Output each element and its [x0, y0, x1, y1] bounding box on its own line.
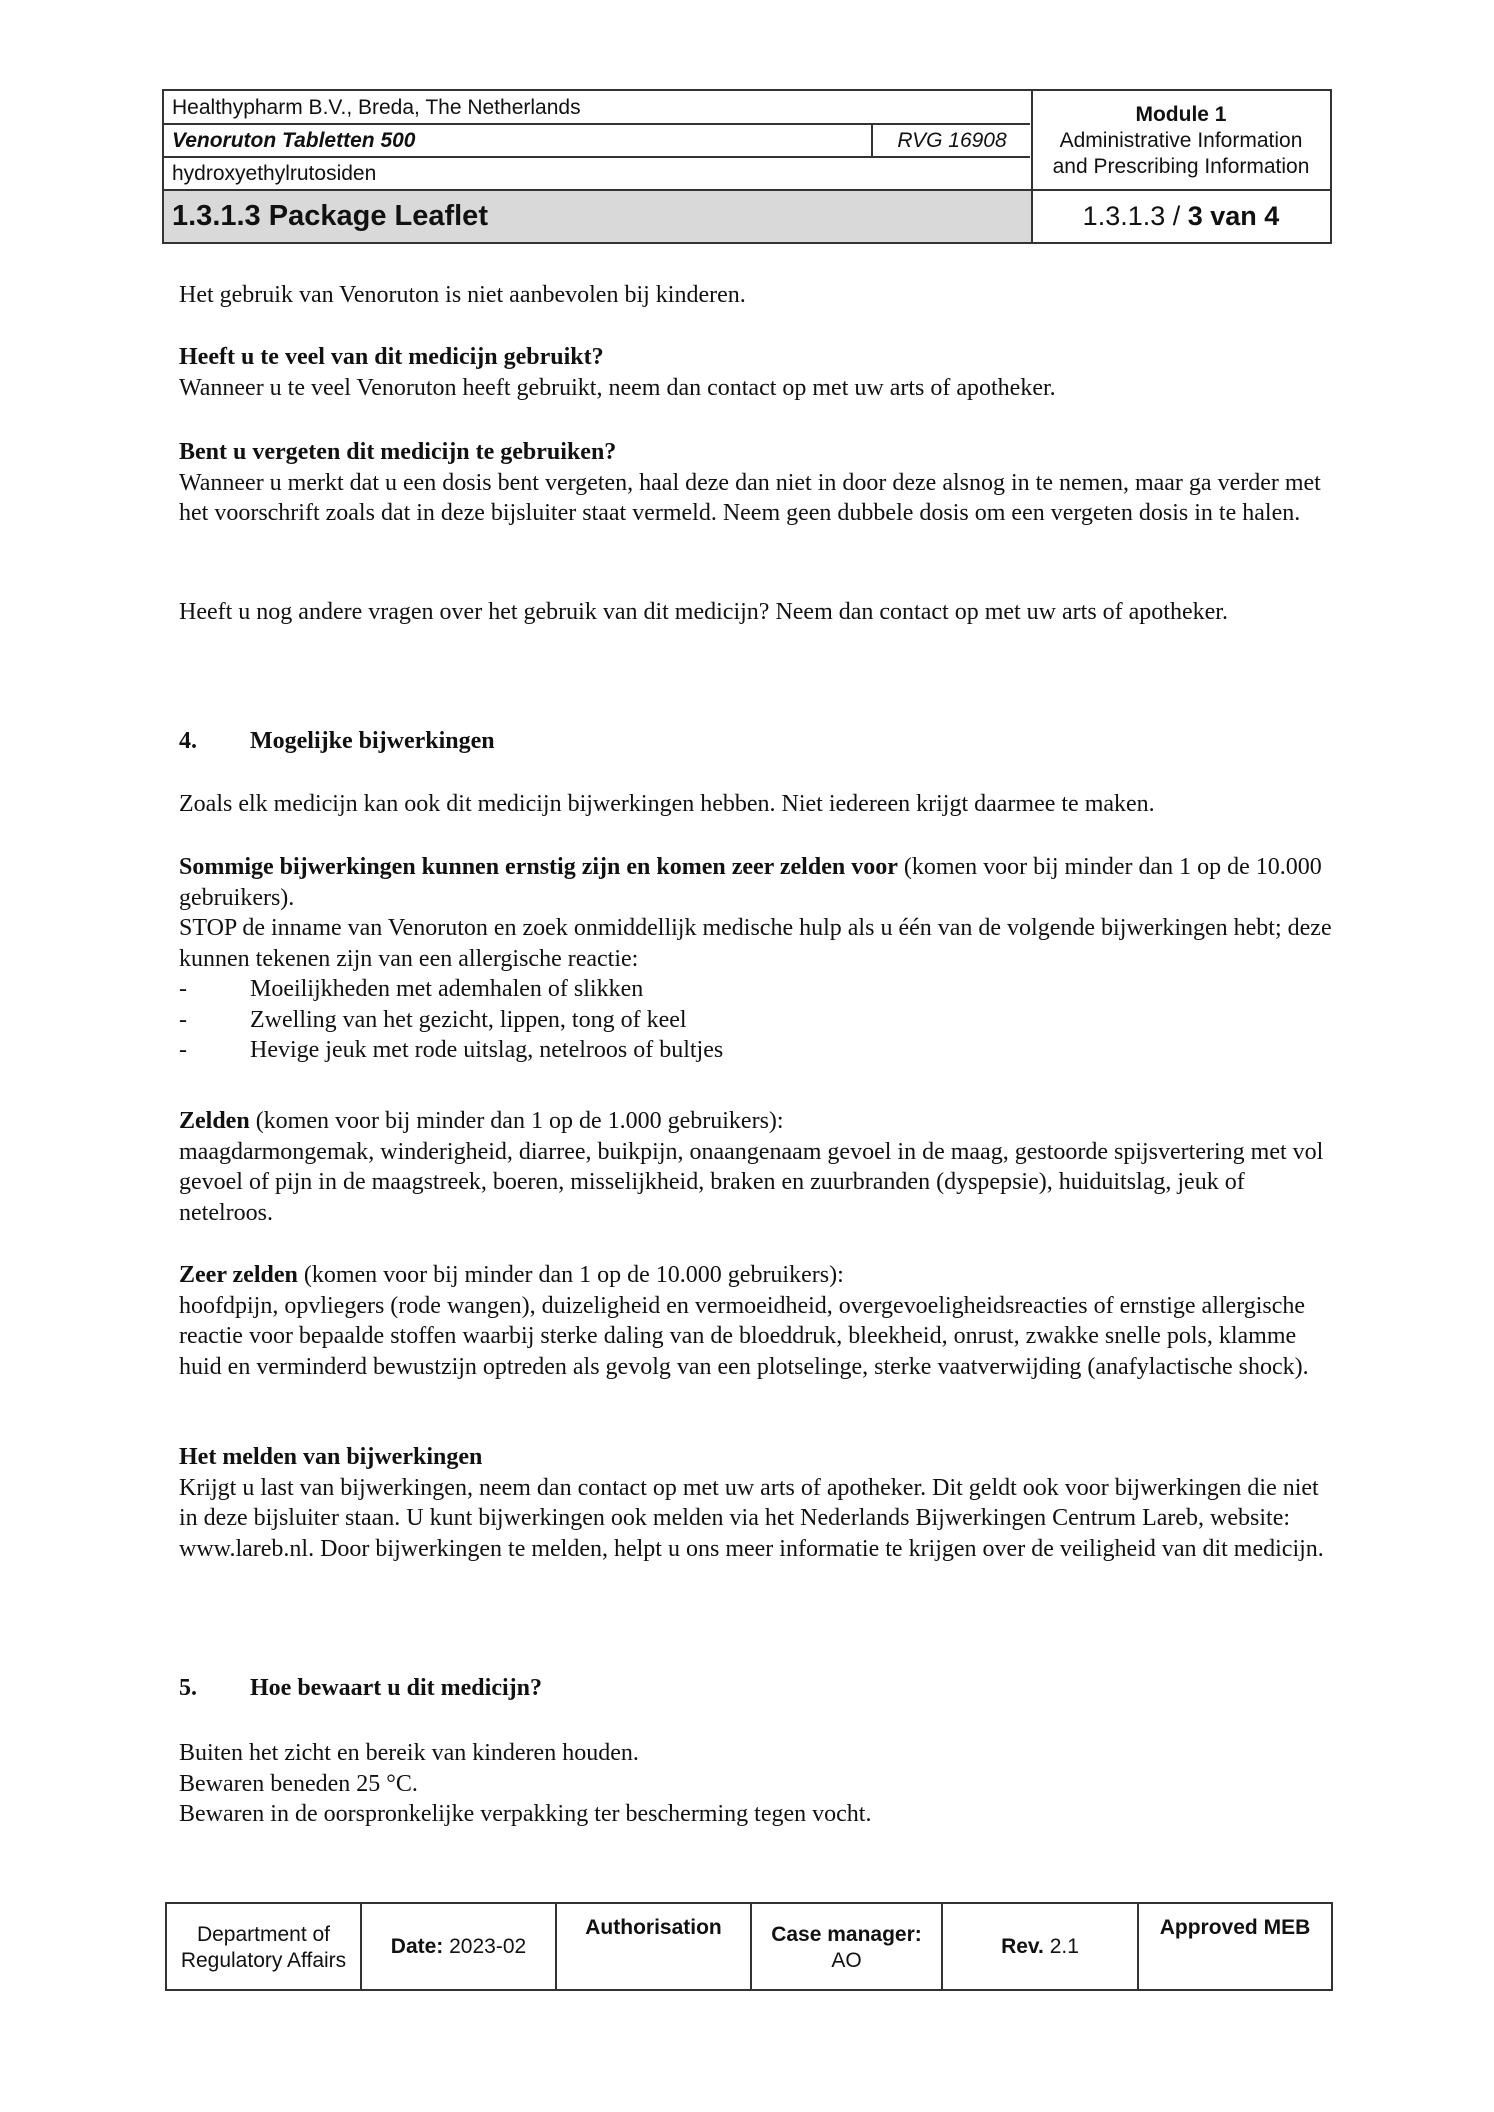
divider — [1031, 91, 1033, 242]
module-info — [1032, 91, 1330, 190]
very-rare-heading — [179, 1260, 1339, 1291]
authorisation-cell: Authorisation — [585, 1916, 722, 1939]
page-indicator — [1032, 190, 1330, 242]
very-rare-text: hoofdpijn, opvliegers (rode wangen), duizeligheid en vermoeidheid, overgevoeligheidsreacties of ernstige allergische reactie voor bepaalde stoffen waarbij sterke daling van de bloeddruk, bleekheid, onrust, zwakke snelle pols, klamme huid en verminderd bewustzijn optreden als gevolg van een plotselinge, sterke vaatverwijding (anafylactische shock). — [179, 1292, 1309, 1380]
module-title: Module 1 — [1135, 103, 1227, 126]
overdose-heading: Heeft u te veel van dit medicijn gebruikt? — [179, 344, 604, 370]
serious-intro — [179, 852, 1339, 913]
storage-line: Bewaren in de oorspronkelijke verpakking ter bescherming tegen vocht. — [179, 1801, 872, 1827]
department-line-1: Department of — [196, 1923, 331, 1946]
section-number: 5. — [179, 1675, 197, 1701]
very-rare-frequency: (komen voor bij minder dan 1 op de 10.000 gebruikers): — [297, 1262, 844, 1288]
active-substance: hydroxyethylrutosiden — [172, 162, 377, 185]
serious-intro-frequency: (komen voor bij minder dan 1 op de 10.000 gebruikers). — [179, 854, 1322, 911]
reporting-heading: Het melden van bijwerkingen — [179, 1444, 483, 1470]
dash-bullet: - — [179, 976, 187, 1002]
storage-instructions — [179, 1738, 1339, 1830]
page-number: 3 van 4 — [1187, 201, 1280, 231]
reporting-section — [179, 1442, 1339, 1564]
date-value: 2023-02 — [443, 1935, 527, 1958]
rare-heading — [179, 1106, 1339, 1137]
questions-paragraph: Heeft u nog andere vragen over het gebruik van dit medicijn? Neem dan contact op met uw arts of apotheker. — [179, 599, 1228, 625]
section-4-intro: Zoals elk medicijn kan ook dit medicijn bijwerkingen hebben. Niet iedereen krijgt daarmee te maken. — [179, 791, 1155, 817]
storage-line: Buiten het zicht en bereik van kinderen houden. — [179, 1740, 639, 1766]
list-item — [179, 974, 1339, 1005]
overdose-section — [179, 342, 1339, 403]
section-number: 4. — [179, 728, 197, 754]
module-line-1: Administrative Information — [1059, 129, 1303, 152]
dash-bullet: - — [179, 1037, 187, 1063]
rvg-number: RVG 16908 — [897, 129, 1007, 152]
rare-side-effects — [179, 1106, 1339, 1228]
section-5-heading — [179, 1673, 1339, 1704]
document-footer-table — [165, 1902, 1333, 1991]
section-title: Hoe bewaart u dit medicijn? — [250, 1675, 542, 1701]
revision-cell — [943, 1904, 1137, 1989]
section-4-heading — [179, 726, 1339, 757]
revision-label: Rev. — [1001, 1935, 1044, 1958]
reporting-text: Krijgt u last van bijwerkingen, neem dan contact op met uw arts of apotheker. Dit geldt ook voor bijwerkingen die niet in deze bijsluiter staan. U kunt bijwerkingen ook melden via het Nederlands Bijwerkingen Centrum Lareb, website: www.lareb.nl. Door bijwerkingen te melden, helpt u ons meer informatie te krijgen over de veiligheid van dit medicijn. — [179, 1474, 1324, 1562]
divider — [164, 189, 1330, 191]
case-manager-cell — [752, 1904, 941, 1989]
rare-text: maagdarmongemak, winderigheid, diarree, buikpijn, onaangenaam gevoel in de maag, gestoorde spijsvertering met vol gevoel of pijn in de maagstreek, boeren, misselijkheid, braken en zuurbranden (dyspepsie), huiduitslag, jeuk of netelroos. — [179, 1138, 1324, 1226]
stop-instruction: STOP de inname van Venoruton en zoek onmiddellijk medische hulp als u één van de volgende bijwerkingen hebt; deze kunnen tekenen zijn van een allergische reactie: — [179, 915, 1332, 972]
forgot-heading: Bent u vergeten dit medicijn te gebruiken? — [179, 439, 617, 465]
storage-line: Bewaren beneden 25 °C. — [179, 1770, 418, 1797]
list-item-text: Moeilijkheden met ademhalen of slikken — [250, 976, 644, 1002]
date-label: Date: — [390, 1935, 444, 1958]
divider — [164, 156, 1030, 158]
list-item-text: Hevige jeuk met rode uitslag, netelroos of bultjes — [250, 1037, 724, 1063]
document-header-table — [162, 89, 1332, 244]
overdose-text: Wanneer u te veel Venoruton heeft gebruikt, neem dan contact op met uw arts of apotheker. — [179, 374, 1056, 401]
section-title: Mogelijke bijwerkingen — [250, 728, 495, 754]
list-item — [179, 1035, 1339, 1066]
module-line-2: and Prescribing Information — [1052, 155, 1310, 178]
rare-frequency: (komen voor bij minder dan 1 op de 1.000 gebruikers): — [249, 1108, 784, 1134]
serious-side-effects — [179, 852, 1339, 1066]
divider — [164, 123, 1030, 125]
product-name: Venoruton Tabletten 500 — [172, 129, 416, 152]
dash-bullet: - — [179, 1006, 187, 1033]
list-item — [179, 1005, 1339, 1036]
case-manager-value: AO — [831, 1949, 862, 1972]
forgot-text: Wanneer u merkt dat u een dosis bent vergeten, haal deze dan niet in door deze alsnog in te nemen, maar ga verder met het voorschrift zoals dat in deze bijsluiter staat vermeld. Neem geen dubbele dosis om een vergeten dosis in te halen. — [179, 469, 1321, 526]
rare-label: Zelden — [179, 1108, 250, 1134]
date-cell — [362, 1904, 555, 1989]
department-cell — [167, 1904, 360, 1989]
page-section: 1.3.1.3 / — [1082, 201, 1188, 231]
forgot-section — [179, 437, 1339, 529]
approved-cell: Approved MEB — [1159, 1916, 1311, 1939]
very-rare-label: Zeer zelden — [179, 1262, 298, 1288]
revision-value: 2.1 — [1043, 1935, 1079, 1958]
serious-intro-bold: Sommige bijwerkingen kunnen ernstig zijn en komen zeer zelden voor — [179, 854, 898, 880]
department-line-2: Regulatory Affairs — [180, 1949, 347, 1972]
very-rare-side-effects — [179, 1260, 1339, 1382]
document-title: 1.3.1.3 Package Leaflet — [164, 190, 1032, 242]
intro-paragraph: Het gebruik van Venoruton is niet aanbevolen bij kinderen. — [179, 282, 746, 308]
case-manager-label: Case manager: — [771, 1923, 922, 1946]
list-item-text: Zwelling van het gezicht, lippen, tong of keel — [250, 1006, 687, 1033]
company-name: Healthypharm B.V., Breda, The Netherlands — [172, 96, 581, 119]
divider — [871, 123, 873, 157]
